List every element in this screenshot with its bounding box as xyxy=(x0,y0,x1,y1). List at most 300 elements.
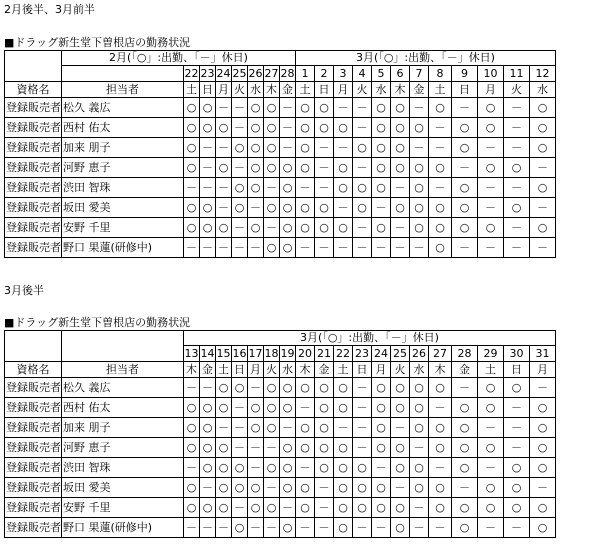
corner-cell xyxy=(5,51,62,66)
shift-mark-cell: ○ xyxy=(452,118,478,138)
shift-mark-cell: － xyxy=(216,238,232,258)
staff-row xyxy=(5,398,556,418)
date-cell: 6 xyxy=(391,66,410,82)
shift-mark-cell: － xyxy=(216,138,232,158)
date-cell: 26 xyxy=(410,346,429,362)
weekday-cell: 月 xyxy=(334,82,353,98)
shift-mark-cell: － xyxy=(232,498,248,518)
weekday-cell: 土 xyxy=(184,82,200,98)
weekday-cell: 月 xyxy=(248,362,264,378)
shift-mark-cell: ○ xyxy=(429,378,452,398)
shift-mark-cell: － xyxy=(232,238,248,258)
shift-mark-cell: － xyxy=(216,418,232,438)
date-cell: 23 xyxy=(353,346,372,362)
shift-mark-cell: ○ xyxy=(315,458,334,478)
month-header: 3月(「○」:出勤、「－」休日) xyxy=(296,51,556,66)
shift-mark-cell: ○ xyxy=(264,158,280,178)
shift-mark-cell: ○ xyxy=(184,158,200,178)
shift-mark-cell: ○ xyxy=(248,398,264,418)
shift-mark-cell: － xyxy=(372,238,391,258)
corner-cell xyxy=(62,66,184,82)
shift-mark-cell: － xyxy=(280,498,296,518)
shift-mark-cell: ○ xyxy=(280,518,296,538)
shift-mark-cell: － xyxy=(248,378,264,398)
shift-mark-cell: ○ xyxy=(429,198,452,218)
date-cell: 26 xyxy=(248,66,263,80)
shift-mark-cell: － xyxy=(200,238,216,258)
shift-mark-cell: － xyxy=(296,238,315,258)
shift-mark-cell: － xyxy=(410,238,429,258)
staff-name-cell: 渋田 智珠 xyxy=(62,178,184,198)
shift-mark-cell: ○ xyxy=(334,118,353,138)
staff-row xyxy=(5,418,556,438)
qualification-cell: 登録販売者 xyxy=(5,418,62,438)
qualification-cell: 登録販売者 xyxy=(5,498,62,518)
shift-mark-cell: ○ xyxy=(391,138,410,158)
date-cell: 11 xyxy=(504,66,530,82)
shift-mark-cell: － xyxy=(264,218,280,238)
shift-mark-cell: ○ xyxy=(530,138,556,158)
shift-mark-cell: ○ xyxy=(372,178,391,198)
date-cell: 16 xyxy=(232,346,247,360)
shift-mark-cell: － xyxy=(184,458,200,478)
month-header: 3月(「○」:出勤、「－」休日) xyxy=(184,331,556,346)
shift-mark-cell: ○ xyxy=(452,438,478,458)
shift-mark-cell: ○ xyxy=(296,118,315,138)
date-cell: 18 xyxy=(264,346,279,360)
shift-mark-cell: ○ xyxy=(280,478,296,498)
corner-cell xyxy=(5,66,62,82)
qualification-cell: 登録販売者 xyxy=(5,138,62,158)
shift-mark-cell: ○ xyxy=(391,458,410,478)
shift-mark-cell: ○ xyxy=(264,498,280,518)
shift-mark-cell: ○ xyxy=(372,118,391,138)
date-cell: 12 xyxy=(530,66,556,82)
date-cell: 9 xyxy=(452,66,478,82)
shift-mark-cell: ○ xyxy=(429,438,452,458)
weekday-cell: 日 xyxy=(504,362,530,378)
shift-mark-cell: － xyxy=(504,218,530,238)
shift-mark-cell: ○ xyxy=(504,458,530,478)
shift-mark-cell: － xyxy=(478,198,504,218)
staff-name-cell: 坂田 愛美 xyxy=(62,198,184,218)
date-cell: 25 xyxy=(232,66,247,80)
weekday-cell: 木 xyxy=(264,82,280,98)
shift-mark-cell: ○ xyxy=(353,498,372,518)
weekday-cell: 土 xyxy=(296,82,315,98)
staff-row xyxy=(5,118,556,138)
date-cell: 13 xyxy=(184,346,199,360)
shift-mark-cell: － xyxy=(216,518,232,538)
shift-mark-cell: ○ xyxy=(184,98,200,118)
shift-mark-cell: － xyxy=(296,458,315,478)
staff-row xyxy=(5,218,556,238)
weekday-cell: 火 xyxy=(391,362,410,378)
shift-mark-cell: ○ xyxy=(410,458,429,478)
weekday-cell: 金 xyxy=(452,362,478,378)
shift-mark-cell: － xyxy=(410,498,429,518)
weekday-cell: 水 xyxy=(280,362,296,378)
weekday-cell: 水 xyxy=(410,362,429,378)
shift-mark-cell: ○ xyxy=(452,518,478,538)
shift-mark-cell: － xyxy=(184,518,200,538)
shift-mark-cell: ○ xyxy=(372,438,391,458)
shift-mark-cell: － xyxy=(353,438,372,458)
staff-name-cell: 西村 佑太 xyxy=(62,118,184,138)
shift-mark-cell: － xyxy=(353,98,372,118)
shift-mark-cell: － xyxy=(478,178,504,198)
shift-mark-cell: ○ xyxy=(315,418,334,438)
shift-mark-cell: － xyxy=(478,458,504,478)
shift-mark-cell: ○ xyxy=(478,118,504,138)
schedule-table-2 xyxy=(4,330,556,538)
weekday-cell: 金 xyxy=(410,82,429,98)
shift-mark-cell: ○ xyxy=(391,398,410,418)
shift-mark-cell: ○ xyxy=(296,478,315,498)
page-title-2: 3月後半 xyxy=(4,284,44,297)
date-cell: 20 xyxy=(296,346,315,362)
shift-mark-cell: ○ xyxy=(478,98,504,118)
shift-mark-cell: － xyxy=(216,178,232,198)
shift-mark-cell: ○ xyxy=(478,398,504,418)
shift-mark-cell: － xyxy=(315,498,334,518)
date-cell: 15 xyxy=(216,346,231,360)
shift-mark-cell: ○ xyxy=(296,158,315,178)
shift-mark-cell: ○ xyxy=(391,438,410,458)
qualification-cell: 登録販売者 xyxy=(5,438,62,458)
shift-mark-cell: ○ xyxy=(232,458,248,478)
shift-mark-cell: － xyxy=(200,158,216,178)
shift-mark-cell: － xyxy=(280,118,296,138)
shift-mark-cell: － xyxy=(452,378,478,398)
qualification-cell: 登録販売者 xyxy=(5,178,62,198)
shift-mark-cell: ○ xyxy=(372,398,391,418)
shift-mark-cell: ○ xyxy=(184,498,200,518)
staff-name-cell: 渋田 智珠 xyxy=(62,458,184,478)
shift-mark-cell: － xyxy=(429,118,452,138)
shift-mark-cell: ○ xyxy=(530,398,556,418)
shift-mark-cell: ○ xyxy=(296,438,315,458)
shift-mark-cell: ○ xyxy=(478,438,504,458)
shift-mark-cell: － xyxy=(184,238,200,258)
shift-mark-cell: ○ xyxy=(372,158,391,178)
shift-mark-cell: － xyxy=(248,238,264,258)
date-cell: 22 xyxy=(334,346,353,362)
weekday-cell: 金 xyxy=(280,82,296,98)
shift-mark-cell: ○ xyxy=(334,518,353,538)
shift-mark-cell: ○ xyxy=(296,418,315,438)
staff-row xyxy=(5,138,556,158)
weekday-cell: 日 xyxy=(232,362,248,378)
shift-mark-cell: － xyxy=(372,518,391,538)
shift-mark-cell: － xyxy=(296,518,315,538)
shift-mark-cell: ○ xyxy=(184,118,200,138)
shift-mark-cell: ○ xyxy=(200,418,216,438)
shift-mark-cell: － xyxy=(452,238,478,258)
staff-name-cell: 河野 恵子 xyxy=(62,438,184,458)
shift-mark-cell: ○ xyxy=(391,518,410,538)
shift-mark-cell: － xyxy=(452,158,478,178)
weekday-cell: 金 xyxy=(200,362,216,378)
shift-mark-cell: ○ xyxy=(334,498,353,518)
shift-mark-cell: ○ xyxy=(372,218,391,238)
shift-mark-cell: ○ xyxy=(334,178,353,198)
weekday-cell: 日 xyxy=(353,362,372,378)
shift-mark-cell: － xyxy=(280,138,296,158)
staff-row xyxy=(5,178,556,198)
shift-mark-cell: ○ xyxy=(429,478,452,498)
shift-mark-cell: － xyxy=(478,418,504,438)
shift-mark-cell: ○ xyxy=(478,378,504,398)
shift-mark-cell: ○ xyxy=(280,218,296,238)
shift-mark-cell: ○ xyxy=(200,98,216,118)
shift-mark-cell: － xyxy=(391,238,410,258)
shift-mark-cell: ○ xyxy=(280,198,296,218)
shift-mark-cell: － xyxy=(280,418,296,438)
date-cell: 29 xyxy=(478,346,504,362)
shift-mark-cell: ○ xyxy=(200,498,216,518)
shift-mark-cell: ○ xyxy=(530,418,556,438)
shift-mark-cell: ○ xyxy=(452,418,478,438)
shift-mark-cell: － xyxy=(372,458,391,478)
shift-mark-cell: ○ xyxy=(410,378,429,398)
shift-mark-cell: ○ xyxy=(530,118,556,138)
shift-mark-cell: － xyxy=(334,138,353,158)
shift-mark-cell: － xyxy=(200,178,216,198)
shift-mark-cell: － xyxy=(200,138,216,158)
staff-name-cell: 野口 果蓮(研修中) xyxy=(62,518,184,538)
shift-mark-cell: ○ xyxy=(200,198,216,218)
staff-name-cell: 安野 千里 xyxy=(62,498,184,518)
staff-row xyxy=(5,518,556,538)
date-cell: 2 xyxy=(315,66,334,82)
date-cell: 19 xyxy=(280,346,295,360)
qualification-cell: 登録販売者 xyxy=(5,398,62,418)
shift-mark-cell: ○ xyxy=(429,498,452,518)
shift-mark-cell: ○ xyxy=(410,178,429,198)
shift-mark-cell: ○ xyxy=(264,398,280,418)
shift-mark-cell: ○ xyxy=(200,458,216,478)
staff-row xyxy=(5,238,556,258)
qualification-cell: 登録販売者 xyxy=(5,218,62,238)
shift-mark-cell: ○ xyxy=(334,478,353,498)
shift-mark-cell: － xyxy=(372,198,391,218)
shift-mark-cell: － xyxy=(296,178,315,198)
shift-mark-cell: ○ xyxy=(216,378,232,398)
shift-mark-cell: ○ xyxy=(216,158,232,178)
shift-mark-cell: ○ xyxy=(248,498,264,518)
qualification-cell: 登録販売者 xyxy=(5,378,62,398)
weekday-cell: 土 xyxy=(334,362,353,378)
shift-mark-cell: ○ xyxy=(334,158,353,178)
date-cell: 4 xyxy=(353,66,372,82)
shift-mark-cell: ○ xyxy=(452,458,478,478)
weekday-cell: 水 xyxy=(530,82,556,98)
shift-mark-cell: ○ xyxy=(280,178,296,198)
shift-mark-cell: ○ xyxy=(232,518,248,538)
staff-row xyxy=(5,98,556,118)
store-title: ■ドラッグ新生堂下曽根店の勤務状況 xyxy=(4,316,191,329)
shift-mark-cell: － xyxy=(530,478,556,498)
shift-mark-cell: ○ xyxy=(315,118,334,138)
shift-mark-cell: － xyxy=(530,238,556,258)
shift-mark-cell: － xyxy=(264,518,280,538)
weekday-cell: 木 xyxy=(429,362,452,378)
shift-mark-cell: ○ xyxy=(372,478,391,498)
shift-mark-cell: ○ xyxy=(264,198,280,218)
shift-mark-cell: ○ xyxy=(478,498,504,518)
shift-mark-cell: ○ xyxy=(452,138,478,158)
shift-mark-cell: － xyxy=(334,198,353,218)
qualification-cell: 登録販売者 xyxy=(5,518,62,538)
shift-mark-cell: ○ xyxy=(296,218,315,238)
shift-mark-cell: ○ xyxy=(372,418,391,438)
shift-mark-cell: ○ xyxy=(315,438,334,458)
shift-mark-cell: ○ xyxy=(334,458,353,478)
staff-name-cell: 松久 義広 xyxy=(62,378,184,398)
shift-mark-cell: ○ xyxy=(429,98,452,118)
shift-mark-cell: ○ xyxy=(280,378,296,398)
weekday-cell: 火 xyxy=(232,82,248,98)
shift-mark-cell: － xyxy=(452,478,478,498)
shift-mark-cell: ○ xyxy=(353,178,372,198)
shift-mark-cell: － xyxy=(248,438,264,458)
shift-mark-cell: － xyxy=(216,198,232,218)
shift-mark-cell: ○ xyxy=(452,398,478,418)
shift-mark-cell: － xyxy=(391,218,410,238)
shift-mark-cell: ○ xyxy=(530,98,556,118)
shift-mark-cell: ○ xyxy=(280,238,296,258)
staff-name-cell: 野口 果蓮(研修中) xyxy=(62,238,184,258)
shift-mark-cell: － xyxy=(264,478,280,498)
date-cell: 21 xyxy=(315,346,334,362)
shift-mark-cell: ○ xyxy=(296,198,315,218)
shift-mark-cell: ○ xyxy=(184,138,200,158)
shift-mark-cell: － xyxy=(334,238,353,258)
staff-name-cell: 坂田 愛美 xyxy=(62,478,184,498)
weekday-cell: 水 xyxy=(372,82,391,98)
shift-mark-cell: ○ xyxy=(200,218,216,238)
shift-mark-cell: ○ xyxy=(216,398,232,418)
shift-mark-cell: － xyxy=(232,118,248,138)
shift-mark-cell: － xyxy=(353,378,372,398)
qualification-cell: 登録販売者 xyxy=(5,158,62,178)
shift-mark-cell: ○ xyxy=(296,378,315,398)
shift-mark-cell: ○ xyxy=(264,118,280,138)
shift-mark-cell: ○ xyxy=(353,458,372,478)
shift-mark-cell: － xyxy=(429,518,452,538)
staff-row xyxy=(5,498,556,518)
shift-mark-cell: ○ xyxy=(391,378,410,398)
shift-mark-cell: ○ xyxy=(248,138,264,158)
shift-mark-cell: ○ xyxy=(280,398,296,418)
date-cell: 28 xyxy=(280,66,295,80)
shift-mark-cell: － xyxy=(200,378,216,398)
shift-mark-cell: ○ xyxy=(410,158,429,178)
shift-mark-cell: ○ xyxy=(478,478,504,498)
shift-mark-cell: － xyxy=(315,238,334,258)
shift-mark-cell: － xyxy=(248,198,264,218)
shift-mark-cell: ○ xyxy=(530,438,556,458)
shift-mark-cell: － xyxy=(296,398,315,418)
shift-mark-cell: ○ xyxy=(429,238,452,258)
shift-mark-cell: ○ xyxy=(410,398,429,418)
shift-mark-cell: ○ xyxy=(216,478,232,498)
person-header: 担当者 xyxy=(62,362,184,378)
shift-mark-cell: － xyxy=(410,138,429,158)
shift-mark-cell: ○ xyxy=(184,398,200,418)
shift-mark-cell: ○ xyxy=(410,218,429,238)
shift-mark-cell: ○ xyxy=(315,218,334,238)
shift-mark-cell: － xyxy=(353,398,372,418)
shift-mark-cell: ○ xyxy=(296,498,315,518)
shift-mark-cell: － xyxy=(478,238,504,258)
shift-mark-cell: ○ xyxy=(391,98,410,118)
shift-mark-cell: － xyxy=(184,178,200,198)
staff-name-cell: 西村 佑太 xyxy=(62,398,184,418)
weekday-cell: 日 xyxy=(315,82,334,98)
shift-mark-cell: － xyxy=(280,98,296,118)
shift-mark-cell: － xyxy=(315,138,334,158)
shift-mark-cell: ○ xyxy=(232,378,248,398)
shift-mark-cell: ○ xyxy=(296,138,315,158)
shift-mark-cell: － xyxy=(353,118,372,138)
weekday-cell: 月 xyxy=(372,362,391,378)
shift-mark-cell: ○ xyxy=(452,178,478,198)
shift-mark-cell: － xyxy=(391,418,410,438)
shift-mark-cell: ○ xyxy=(530,498,556,518)
shift-mark-cell: ○ xyxy=(504,478,530,498)
staff-name-cell: 河野 恵子 xyxy=(62,158,184,178)
qualification-cell: 登録販売者 xyxy=(5,98,62,118)
staff-row xyxy=(5,458,556,478)
shift-mark-cell: ○ xyxy=(353,478,372,498)
shift-mark-cell: ○ xyxy=(248,98,264,118)
shift-mark-cell: － xyxy=(504,138,530,158)
shift-mark-cell: ○ xyxy=(315,398,334,418)
staff-row xyxy=(5,438,556,458)
date-cell: 27 xyxy=(264,66,279,80)
shift-mark-cell: ○ xyxy=(184,198,200,218)
shift-mark-cell: － xyxy=(410,98,429,118)
shift-mark-cell: ○ xyxy=(353,138,372,158)
shift-mark-cell: ○ xyxy=(264,238,280,258)
shift-mark-cell: － xyxy=(429,398,452,418)
shift-mark-cell: ○ xyxy=(216,498,232,518)
shift-mark-cell: ○ xyxy=(280,438,296,458)
shift-mark-cell: － xyxy=(264,178,280,198)
qualification-header: 資格名 xyxy=(5,82,62,98)
shift-mark-cell: ○ xyxy=(248,218,264,238)
shift-mark-cell: － xyxy=(315,158,334,178)
shift-mark-cell: ○ xyxy=(334,438,353,458)
shift-mark-cell: ○ xyxy=(200,438,216,458)
corner-cell xyxy=(62,346,184,362)
date-cell: 8 xyxy=(429,66,452,82)
shift-mark-cell: － xyxy=(232,398,248,418)
shift-mark-cell: ○ xyxy=(264,98,280,118)
shift-mark-cell: － xyxy=(184,378,200,398)
shift-mark-cell: － xyxy=(232,418,248,438)
shift-mark-cell: － xyxy=(353,158,372,178)
shift-mark-cell: － xyxy=(429,458,452,478)
shift-mark-cell: ○ xyxy=(232,138,248,158)
date-cell: 22 xyxy=(184,66,199,80)
shift-mark-cell: － xyxy=(353,518,372,538)
shift-mark-cell: ○ xyxy=(410,198,429,218)
staff-name-cell: 松久 義広 xyxy=(62,98,184,118)
shift-mark-cell: － xyxy=(504,238,530,258)
